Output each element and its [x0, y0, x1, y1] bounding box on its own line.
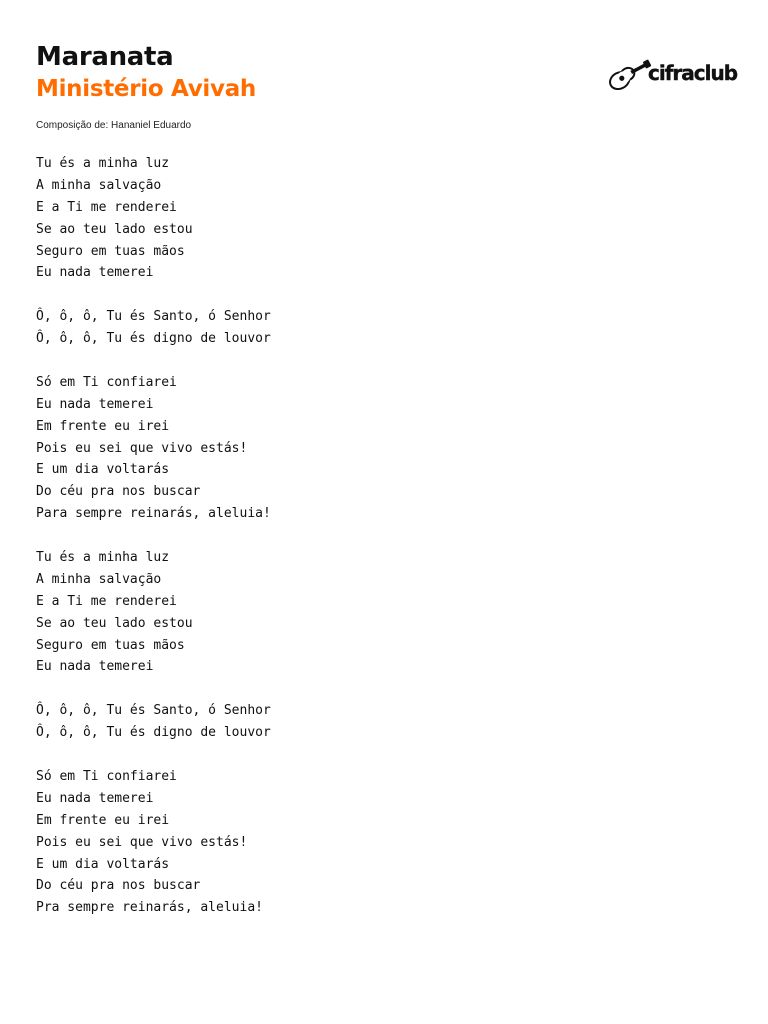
lyric-line: E a Ti me renderei [36, 199, 177, 215]
song-title: Maranata [36, 42, 174, 72]
artist-name: Ministério Avivah [36, 76, 256, 102]
lyrics-body [36, 153, 271, 941]
lyric-line: Seguro em tuas mãos [36, 637, 185, 653]
lyric-line: A minha salvação [36, 571, 162, 587]
lyric-line: Se ao teu lado estou [36, 615, 193, 631]
lyric-line: Para sempre reinarás, aleluia! [36, 506, 271, 522]
lyric-line: Eu nada temerei [36, 790, 154, 806]
lyric-line: Eu nada temerei [36, 265, 154, 281]
lyric-line: Pra sempre reinarás, aleluia! [36, 900, 263, 916]
lyrics-stanza [36, 700, 271, 744]
lyrics-stanza [36, 547, 271, 678]
lyric-line: Seguro em tuas mãos [36, 243, 185, 259]
lyrics-stanza [36, 153, 271, 284]
guitar-icon [606, 50, 652, 90]
lyric-line: Ô, ô, ô, Tu és digno de louvor [36, 331, 271, 347]
lyric-line: Eu nada temerei [36, 396, 154, 412]
lyric-line: Pois eu sei que vivo estás! [36, 834, 248, 850]
lyric-line: Tu és a minha luz [36, 550, 170, 566]
lyric-line: Só em Ti confiarei [36, 374, 177, 390]
lyrics-stanza [36, 306, 271, 350]
lyrics-stanza [36, 372, 271, 525]
song-header [36, 40, 256, 104]
lyric-line: Do céu pra nos buscar [36, 484, 201, 500]
lyric-line: E um dia voltarás [36, 462, 170, 478]
lyric-line: Só em Ti confiarei [36, 768, 177, 784]
lyric-line: Ô, ô, ô, Tu és Santo, ó Senhor [36, 309, 271, 325]
lyric-line: A minha salvação [36, 177, 162, 193]
lyric-line: Ô, ô, ô, Tu és digno de louvor [36, 725, 271, 741]
composer-credit: Composição de: Hananiel Eduardo [36, 120, 192, 131]
lyric-line: Do céu pra nos buscar [36, 878, 201, 894]
lyrics-stanza [36, 766, 271, 919]
cifraclub-logo[interactable] [606, 46, 738, 94]
lyric-line: E a Ti me renderei [36, 593, 177, 609]
lyric-line: Se ao teu lado estou [36, 221, 193, 237]
lyric-line: Em frente eu irei [36, 418, 170, 434]
lyric-line: Ô, ô, ô, Tu és Santo, ó Senhor [36, 703, 271, 719]
lyric-line: Em frente eu irei [36, 812, 170, 828]
lyric-line: E um dia voltarás [36, 856, 170, 872]
lyric-line: Pois eu sei que vivo estás! [36, 440, 248, 456]
lyric-line: Eu nada temerei [36, 659, 154, 675]
logo-text: cifraclub [648, 61, 738, 85]
lyric-line: Tu és a minha luz [36, 156, 170, 171]
